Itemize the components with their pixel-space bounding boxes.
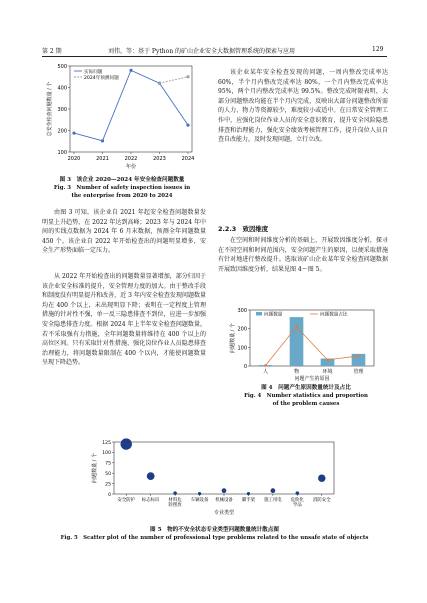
x-axis-label: 问题产生的原因 bbox=[294, 376, 330, 382]
series-forecast-point bbox=[187, 75, 190, 78]
y-axis-label: 问题数量 / 个 bbox=[92, 453, 98, 483]
y-tick-label: 100 bbox=[237, 345, 247, 352]
y-tick-label: 200 bbox=[237, 326, 247, 333]
x-tick-label: 危险化 bbox=[290, 498, 304, 503]
proportion-point bbox=[295, 326, 298, 329]
series-forecast-line bbox=[160, 77, 189, 83]
y-axis-label: 问题数量 / 个 bbox=[230, 323, 236, 353]
figure5-caption-en: Fig. 5 Scatter plot of the number of professional type problems related to the unsafe state of objects bbox=[60, 535, 369, 541]
figure5-marks bbox=[121, 438, 326, 495]
plot-frame bbox=[114, 442, 334, 494]
x-tick-label: 机械设备 bbox=[215, 498, 233, 503]
x-tick-label: 环境 bbox=[322, 369, 333, 375]
proportion-point bbox=[264, 364, 267, 367]
y-tick-label: 125 bbox=[102, 440, 111, 446]
y-tick-label: 300 bbox=[237, 308, 247, 314]
x-tick-label: 标志标识 bbox=[141, 498, 160, 503]
legend-label-count: 问题数量 bbox=[264, 312, 283, 318]
x-tick-label: 2022 bbox=[124, 156, 138, 162]
right-paragraph-2: 在空间和时间维度分析的基础上，开展致因维度分析，探寻在不同空间和时间范围内，安全问题产生的原因，以便采取措施有针对地进行整改提升。选取该矿山企业某年安全检查问题数据开展致因维度分析，结果见图 4～图 5。 bbox=[218, 237, 388, 273]
scatter-point bbox=[296, 491, 300, 495]
scatter-point bbox=[318, 474, 325, 481]
scatter-point bbox=[173, 491, 177, 495]
figure4-caption-en-line1: Fig. 4 Number statistics and proportion bbox=[244, 393, 368, 399]
x-tick-label: 脚手架 bbox=[241, 498, 256, 503]
scatter-point bbox=[247, 492, 250, 495]
x-tick-label: 2024 bbox=[181, 156, 195, 162]
series-actual-point bbox=[101, 139, 104, 142]
series-actual-point bbox=[129, 69, 132, 72]
legend-swatch-count bbox=[256, 312, 262, 316]
right-paragraph-1: 该企业某年安全检查发现的问题，一周内整改完成率达 60%，半个月内整改完成率达 80%，一个月内整改完成率达 95%，两个月内整改完成率达 99.5%。整改完成时限表明，大部分问题整改均能在半个月内完成，反映出大部分问题整改所需的人力、物力等资源较少，难度较小或适中。在日常安全管理工作中，应强化岗位作业人员的安全意识教育，提升安全风险隐患排查和治理能力，强化安全绩效考核管理工作，提升岗位人员自查自改能力，及时发现问题，立行立改。 bbox=[218, 69, 388, 144]
y-tick-label: 100 bbox=[57, 150, 67, 156]
series-forecast-point bbox=[158, 82, 161, 85]
y-tick-label: 50 bbox=[105, 472, 111, 477]
x-tick-label: 物 bbox=[293, 369, 300, 375]
figure5-caption-cn: 图 5 物的不安全状态专业类型问题数量统计散点图 bbox=[150, 527, 279, 533]
figure4-caption-en-line2: of the problem causes bbox=[272, 401, 340, 407]
legend-label-actual: 实际问题 bbox=[84, 70, 103, 75]
y-tick-label: 500 bbox=[57, 64, 67, 70]
bar bbox=[290, 317, 304, 366]
x-tick-label: 安全防护 bbox=[117, 498, 136, 503]
header-rule bbox=[42, 56, 387, 57]
x-tick-label: 管理 bbox=[353, 369, 364, 375]
scatter-point bbox=[147, 472, 155, 480]
figure3-caption-en-line2: the enterprise from 2020 to 2024 bbox=[71, 193, 173, 199]
scatter-point bbox=[121, 438, 132, 449]
y-tick-label: 0 bbox=[243, 364, 247, 370]
y-axis-label: 总安全检查问题数量 / 个 bbox=[47, 81, 53, 137]
figure5-axes bbox=[91, 440, 334, 516]
legend-label-ratio: 问题数量占比 bbox=[320, 312, 348, 318]
section-title: 2.2.3 致因维度 bbox=[218, 225, 269, 233]
x-tick-label: 2021 bbox=[96, 156, 109, 162]
y-tick-label: 100 bbox=[102, 451, 111, 457]
x-tick-label: 材料危 bbox=[168, 498, 182, 503]
x-axis-label: 专业类型 bbox=[213, 510, 235, 516]
x-tick-label-cont: 学品 bbox=[292, 503, 302, 508]
proportion-line bbox=[266, 327, 359, 366]
legend-label-forecast: 2024年预测问题 bbox=[84, 76, 119, 81]
figure3-line-chart bbox=[42, 60, 202, 172]
left-paragraph-1: 由图 3 可知，该企业自 2021 年起安全检查问题数量发明显上升趋势，在 2022 年达到高峰；2023 年与 2024 年中间的实线点数据为 2024 年 6 月末数据，预测全年问题数量 450 个。该企业自 2022 年开始检查出的问题明显增多，安全生产形势面临一定压力。 bbox=[42, 209, 206, 255]
y-tick-label: 300 bbox=[57, 107, 67, 113]
issue-number: 第 2 期 bbox=[42, 48, 62, 55]
series-actual-point bbox=[72, 131, 75, 134]
figure4-bar-chart bbox=[226, 304, 386, 384]
figure5-scatter-chart bbox=[88, 438, 340, 524]
running-title: 刘伟，等：基于 Python 的矿山企业安全大数据管理系统的探索与应用 bbox=[108, 48, 295, 55]
figure3-caption-en-line1: Fig. 3 Number of safety inspection issues in bbox=[53, 185, 191, 191]
scatter-point bbox=[198, 492, 201, 495]
y-tick-label: 75 bbox=[105, 461, 111, 467]
proportion-point bbox=[326, 359, 329, 362]
figure3-caption-cn: 图 3 该企业 2020—2024 年安全检查问题数量 bbox=[59, 177, 185, 183]
scatter-point bbox=[222, 488, 227, 493]
y-tick-label: 200 bbox=[57, 128, 67, 135]
x-tick-label: 消防安全 bbox=[312, 498, 331, 503]
left-paragraph-2: 从 2022 年开始检查出的问题数量显著增加，部分归因于该企业安全标准的提升，安全管理力度的加大。由于整改手段和制度没有明显提升和改善，近 3 年内安全检查发现问题数量均在 400 个以上，未出现明显下降；表明在一定程度上管理措施的针对性不强，单一反三隐患排查不到位，应进一步加强安全隐患排查力度。根据 2024 年上半年安全检查问题数量，若不采取强有力措施，全年问题数量将维持在 400 个以上的高位区间。只有采取针对性措施，强化岗位作业人员隐患排查治理能力，将问题数量限制在 400 个以内，才能使问题数量呈现下降趋势。 bbox=[42, 273, 206, 367]
series-actual-point bbox=[186, 124, 189, 127]
x-tick-label: 施工用电 bbox=[264, 498, 282, 503]
x-tick-label: 2023 bbox=[153, 156, 166, 162]
page-number: 129 bbox=[372, 46, 384, 53]
proportion-point bbox=[357, 355, 360, 358]
y-tick-label: 25 bbox=[105, 482, 111, 488]
figure4-marks bbox=[259, 317, 366, 367]
x-tick-label: 人 bbox=[262, 369, 269, 375]
y-tick-label: 0 bbox=[108, 492, 111, 498]
x-axis-label: 年份 bbox=[125, 164, 137, 170]
y-tick-label: 400 bbox=[57, 85, 67, 92]
x-tick-label: 车辆设备 bbox=[190, 498, 209, 503]
figure4-caption-cn: 图 4 问题产生原因数量统计及占比 bbox=[261, 385, 351, 391]
x-tick-label: 2020 bbox=[67, 156, 81, 162]
scatter-point bbox=[271, 488, 276, 493]
x-tick-label-cont: 险摆放 bbox=[168, 503, 182, 508]
